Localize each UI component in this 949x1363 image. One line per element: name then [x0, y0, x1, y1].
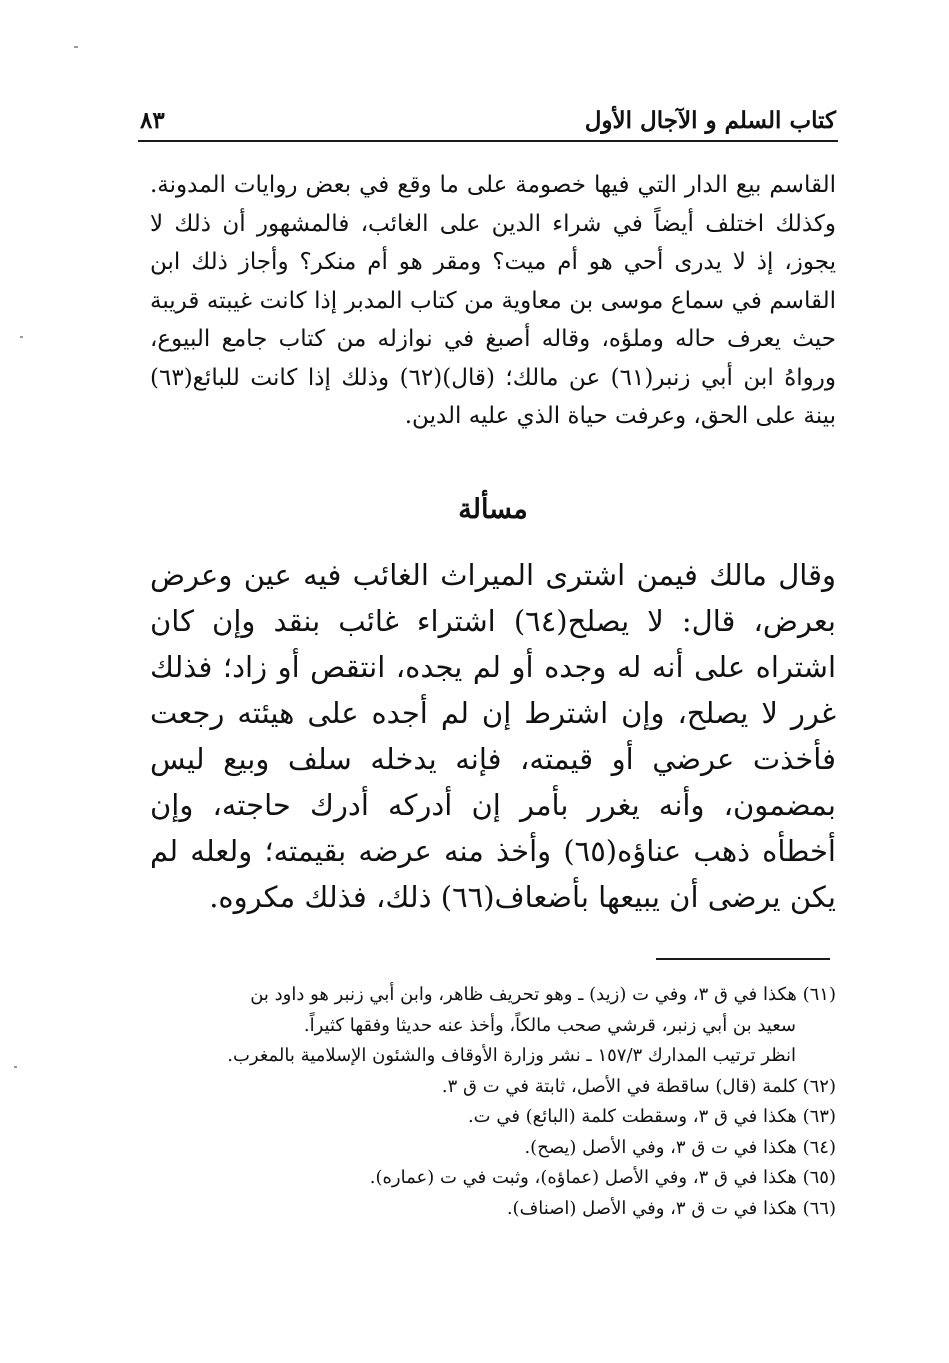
- footnote-separator: [656, 958, 830, 960]
- body-paragraph-1: القاسم بيع الدار التي فيها خصومة على ما وقع في بعض روايات المدونة. وكذلك اختلف أيضاً في شراء الدين على الغائب، فالمشهور أن ذلك لا يجوز، إذ لا يدرى أحي هو أم ميت؟ ومقر هو أم منكر؟ وأجاز ذلك ابن القاسم في سماع موسى بن معاوية من كتاب المدبر إذا كانت غيبته قريبة حيث يعرف حاله وملؤه، وقاله أصبغ في نوازله من كتاب جامع البيوع، ورواهُ ابن أبي زنبر(٦١) عن مالك؛ (قال)(٦٢) وذلك إذا كانت للبائع(٦٣) بينة على الحق، وعرفت حياة الذي عليه الدين.: [150, 172, 836, 429]
- footnote-64: (٦٤) هكذا في ت ق ٣، وفي الأصل (يصح).: [524, 1136, 836, 1158]
- page-number: ٨٣: [140, 106, 165, 134]
- running-title: كتاب السلم و الآجال الأول: [584, 106, 836, 134]
- scan-speck: [20, 336, 23, 338]
- scan-speck: [74, 46, 78, 48]
- footnote-61-line-1: (٦١) هكذا في ق ٣، وفي ت (زيد) ـ وهو تحريف ظاهر، وابن أبي زنبر هو داود بن: [250, 984, 836, 1005]
- footnote-66: (٦٦) هكذا في ت ق ٣، وفي الأصل (اصناف).: [506, 1197, 836, 1219]
- header-rule: [138, 140, 838, 142]
- body-paragraph-2: وقال مالك فيمن اشترى الميراث الغائب فيه عين وعرض بعرض، قال: لا يصلح(٦٤) اشتراء غائب بنقد وإن كان اشتراه على أنه له وجده أو لم يجده، انتقص أو زاد؛ فذلك غرر لا يصلح، وإن اشترط إن لم أجده على هيئته رجعت فأخذت عرضي أو قيمته، فإنه يدخله سلف وبيع ليس بمضمون، وأنه يغرر بأمر إن أدركه أدرك حاجته، وإن أخطأه ذهب عناؤه(٦٥) وأخذ منه عرضه بقيمته؛ ولعله لم يكن يرضى أن يبيعها بأضعاف(٦٦) ذلك، فذلك مكروه.: [150, 558, 836, 914]
- footnote-62: (٦٢) كلمة (قال) ساقطة في الأصل، ثابتة في ت ق ٣.: [441, 1075, 836, 1097]
- footnote-65: (٦٥) هكذا في ق ٣، وفي الأصل (عماؤه)، وثبت في ت (عماره).: [369, 1167, 836, 1188]
- footnote-61-line-2: سعيد بن أبي زنبر، قرشي صحب مالكاً، وأخذ عنه حديثا وفقها كثيراً.: [303, 1014, 796, 1036]
- footnote-63: (٦٣) هكذا في ق ٣، وسقطت كلمة (البائع) في ت.: [467, 1106, 836, 1127]
- footnotes: [140, 980, 836, 1224]
- section-heading: مسألة: [458, 494, 528, 525]
- footnote-61-line-3: انظر ترتيب المدارك ١٥٧/٣ ـ نشر وزارة الأوقاف والشئون الإسلامية بالمغرب.: [227, 1045, 796, 1066]
- page-header: [140, 104, 836, 136]
- scan-speck: [14, 1066, 17, 1068]
